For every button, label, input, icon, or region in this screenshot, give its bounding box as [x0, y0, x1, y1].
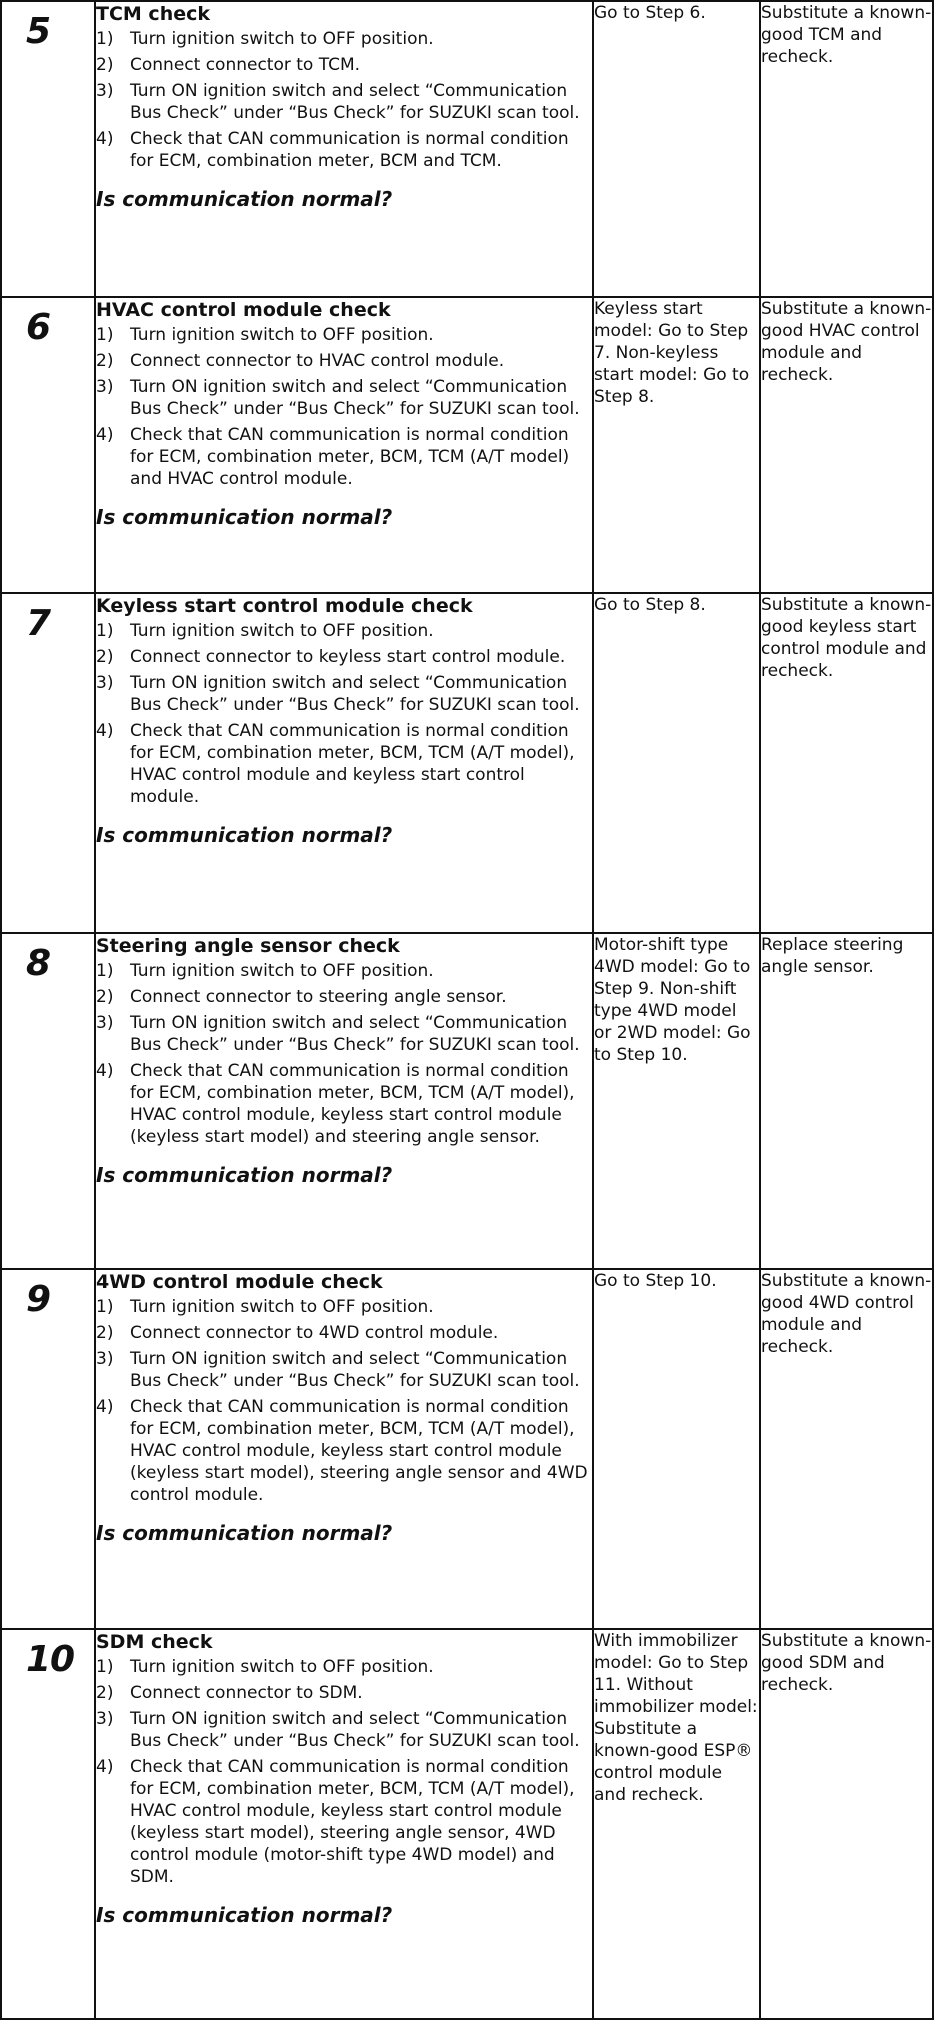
substep-text: Connect connector to steering angle sensor. — [130, 987, 507, 1007]
step-title: Keyless start control module check — [96, 595, 473, 617]
step-action-cell — [95, 1, 593, 297]
step-number: 10 — [26, 1639, 75, 1680]
step-question: Is communication normal? — [96, 187, 393, 211]
substep-text: Connect connector to SDM. — [130, 1683, 363, 1703]
substep-item — [96, 1348, 592, 1392]
substep-number: 4) — [96, 1757, 114, 1777]
substep-item — [96, 424, 592, 490]
substep-text: Turn ON ignition switch and select “Communication Bus Check” under “Bus Check” for SUZUKI scan tool. — [130, 673, 580, 715]
no-result-cell — [760, 1, 933, 297]
substep-number: 4) — [96, 425, 114, 445]
substep-text: Connect connector to TCM. — [130, 55, 361, 75]
substep-text: Turn ignition switch to OFF position. — [130, 1657, 434, 1677]
step-action-cell — [95, 593, 593, 933]
substep-number: 2) — [96, 1683, 114, 1703]
no-result-cell — [760, 593, 933, 933]
no-result-text: Substitute a known-good SDM and recheck. — [761, 1631, 932, 1695]
substep-item — [96, 1708, 592, 1752]
yes-result-cell — [593, 933, 760, 1269]
substep-text: Turn ON ignition switch and select “Communication Bus Check” under “Bus Check” for SUZUKI scan tool. — [130, 1709, 580, 1751]
substep-number: 4) — [96, 129, 114, 149]
substep-number: 1) — [96, 621, 114, 641]
substep-number: 2) — [96, 55, 114, 75]
step-number: 8 — [26, 943, 51, 984]
substep-item — [96, 324, 592, 346]
no-result-text: Substitute a known-good 4WD control module and recheck. — [761, 1271, 932, 1357]
substep-number: 2) — [96, 647, 114, 667]
step-question: Is communication normal? — [96, 505, 393, 529]
step-number: 7 — [26, 603, 51, 644]
step-number-cell — [1, 1, 95, 297]
substep-number: 4) — [96, 721, 114, 741]
step-number-cell — [1, 933, 95, 1269]
substep-item — [96, 1296, 592, 1318]
substep-number: 1) — [96, 961, 114, 981]
yes-result-text: Motor-shift type 4WD model: Go to Step 9. Non-shift type 4WD model or 2WD model: Go to Step 10. — [594, 935, 751, 1065]
substep-list — [96, 1656, 592, 1888]
substep-text: Connect connector to 4WD control module. — [130, 1323, 499, 1343]
step-question: Is communication normal? — [96, 1521, 393, 1545]
step-action-cell — [95, 933, 593, 1269]
substep-number: 1) — [96, 325, 114, 345]
substep-item — [96, 1656, 592, 1678]
substep-text: Turn ignition switch to OFF position. — [130, 621, 434, 641]
step-row — [1, 297, 933, 593]
yes-result-cell — [593, 1629, 760, 2019]
substep-text: Check that CAN communication is normal condition for ECM, combination meter, BCM, TCM (A/T model) and HVAC control module. — [130, 425, 570, 489]
substep-item — [96, 720, 592, 808]
substep-number: 4) — [96, 1397, 114, 1417]
substep-number: 3) — [96, 1709, 114, 1729]
substep-text: Check that CAN communication is normal condition for ECM, combination meter, BCM, TCM (A/T model), HVAC control module, keyless start control module (keyless start model), steering angle sensor, 4WD control module (motor-shift type 4WD model) and SDM. — [130, 1757, 575, 1887]
yes-result-text: With immobilizer model: Go to Step 11. Without immobilizer model: Substitute a known-good ESP® control module and recheck. — [594, 1631, 758, 1805]
step-title: HVAC control module check — [96, 299, 391, 321]
substep-number: 2) — [96, 1323, 114, 1343]
step-row — [1, 1, 933, 297]
step-action-cell — [95, 297, 593, 593]
substep-item — [96, 1756, 592, 1888]
substep-item — [96, 80, 592, 124]
substep-number: 2) — [96, 987, 114, 1007]
step-number-cell — [1, 1629, 95, 2019]
step-number-cell — [1, 593, 95, 933]
substep-text: Check that CAN communication is normal condition for ECM, combination meter, BCM, TCM (A/T model), HVAC control module and keyless start control module. — [130, 721, 575, 807]
substep-item — [96, 1396, 592, 1506]
yes-result-text: Go to Step 6. — [594, 3, 706, 23]
substep-text: Turn ignition switch to OFF position. — [130, 961, 434, 981]
step-title: Steering angle sensor check — [96, 935, 400, 957]
step-question: Is communication normal? — [96, 823, 393, 847]
yes-result-cell — [593, 1, 760, 297]
no-result-text: Replace steering angle sensor. — [761, 935, 904, 977]
substep-text: Connect connector to HVAC control module. — [130, 351, 505, 371]
substep-text: Turn ignition switch to OFF position. — [130, 29, 434, 49]
step-number-cell — [1, 297, 95, 593]
step-row — [1, 1269, 933, 1629]
substep-number: 3) — [96, 1013, 114, 1033]
substep-number: 3) — [96, 81, 114, 101]
substep-list — [96, 324, 592, 490]
substep-list — [96, 960, 592, 1148]
step-action-cell — [95, 1629, 593, 2019]
substep-item — [96, 54, 592, 76]
substep-item — [96, 1012, 592, 1056]
step-question: Is communication normal? — [96, 1163, 393, 1187]
substep-number: 2) — [96, 351, 114, 371]
substep-text: Turn ON ignition switch and select “Communication Bus Check” under “Bus Check” for SUZUKI scan tool. — [130, 81, 580, 123]
step-number: 6 — [26, 307, 51, 348]
substep-item — [96, 1682, 592, 1704]
substep-number: 3) — [96, 377, 114, 397]
substep-list — [96, 620, 592, 808]
substep-text: Check that CAN communication is normal condition for ECM, combination meter, BCM and TCM. — [130, 129, 569, 171]
substep-item — [96, 620, 592, 642]
substep-item — [96, 128, 592, 172]
no-result-text: Substitute a known-good keyless start control module and recheck. — [761, 595, 932, 681]
no-result-text: Substitute a known-good HVAC control module and recheck. — [761, 299, 932, 385]
yes-result-text: Go to Step 10. — [594, 1271, 717, 1291]
step-title: SDM check — [96, 1631, 213, 1653]
substep-list — [96, 28, 592, 172]
substep-number: 4) — [96, 1061, 114, 1081]
step-row — [1, 1629, 933, 2019]
step-title: 4WD control module check — [96, 1271, 383, 1293]
substep-text: Turn ON ignition switch and select “Communication Bus Check” under “Bus Check” for SUZUKI scan tool. — [130, 1349, 580, 1391]
substep-list — [96, 1296, 592, 1506]
no-result-cell — [760, 1269, 933, 1629]
substep-number: 3) — [96, 1349, 114, 1369]
no-result-text: Substitute a known-good TCM and recheck. — [761, 3, 932, 67]
step-row — [1, 593, 933, 933]
substep-text: Turn ignition switch to OFF position. — [130, 1297, 434, 1317]
substep-item — [96, 672, 592, 716]
substep-item — [96, 646, 592, 668]
no-result-cell — [760, 297, 933, 593]
substep-number: 1) — [96, 1297, 114, 1317]
substep-text: Turn ON ignition switch and select “Communication Bus Check” under “Bus Check” for SUZUKI scan tool. — [130, 1013, 580, 1055]
substep-text: Turn ignition switch to OFF position. — [130, 325, 434, 345]
yes-result-text: Keyless start model: Go to Step 7. Non-keyless start model: Go to Step 8. — [594, 299, 750, 407]
step-question: Is communication normal? — [96, 1903, 393, 1927]
substep-text: Connect connector to keyless start control module. — [130, 647, 566, 667]
substep-item — [96, 28, 592, 50]
step-action-cell — [95, 1269, 593, 1629]
yes-result-cell — [593, 1269, 760, 1629]
substep-number: 1) — [96, 29, 114, 49]
no-result-cell — [760, 933, 933, 1269]
substep-item — [96, 350, 592, 372]
substep-text: Turn ON ignition switch and select “Communication Bus Check” under “Bus Check” for SUZUKI scan tool. — [130, 377, 580, 419]
step-title: TCM check — [96, 3, 210, 25]
yes-result-text: Go to Step 8. — [594, 595, 706, 615]
substep-number: 3) — [96, 673, 114, 693]
step-number-cell — [1, 1269, 95, 1629]
substep-item — [96, 960, 592, 982]
substep-item — [96, 376, 592, 420]
substep-item — [96, 986, 592, 1008]
substep-item — [96, 1322, 592, 1344]
yes-result-cell — [593, 593, 760, 933]
substep-number: 1) — [96, 1657, 114, 1677]
no-result-cell — [760, 1629, 933, 2019]
step-number: 5 — [26, 11, 51, 52]
substep-text: Check that CAN communication is normal condition for ECM, combination meter, BCM, TCM (A/T model), HVAC control module, keyless start control module (keyless start model) and steering angle sensor. — [130, 1061, 575, 1147]
yes-result-cell — [593, 297, 760, 593]
substep-text: Check that CAN communication is normal condition for ECM, combination meter, BCM, TCM (A/T model), HVAC control module, keyless start control module (keyless start model), steering angle sensor and 4WD control module. — [130, 1397, 588, 1505]
step-row — [1, 933, 933, 1269]
substep-item — [96, 1060, 592, 1148]
step-number: 9 — [26, 1279, 51, 1320]
